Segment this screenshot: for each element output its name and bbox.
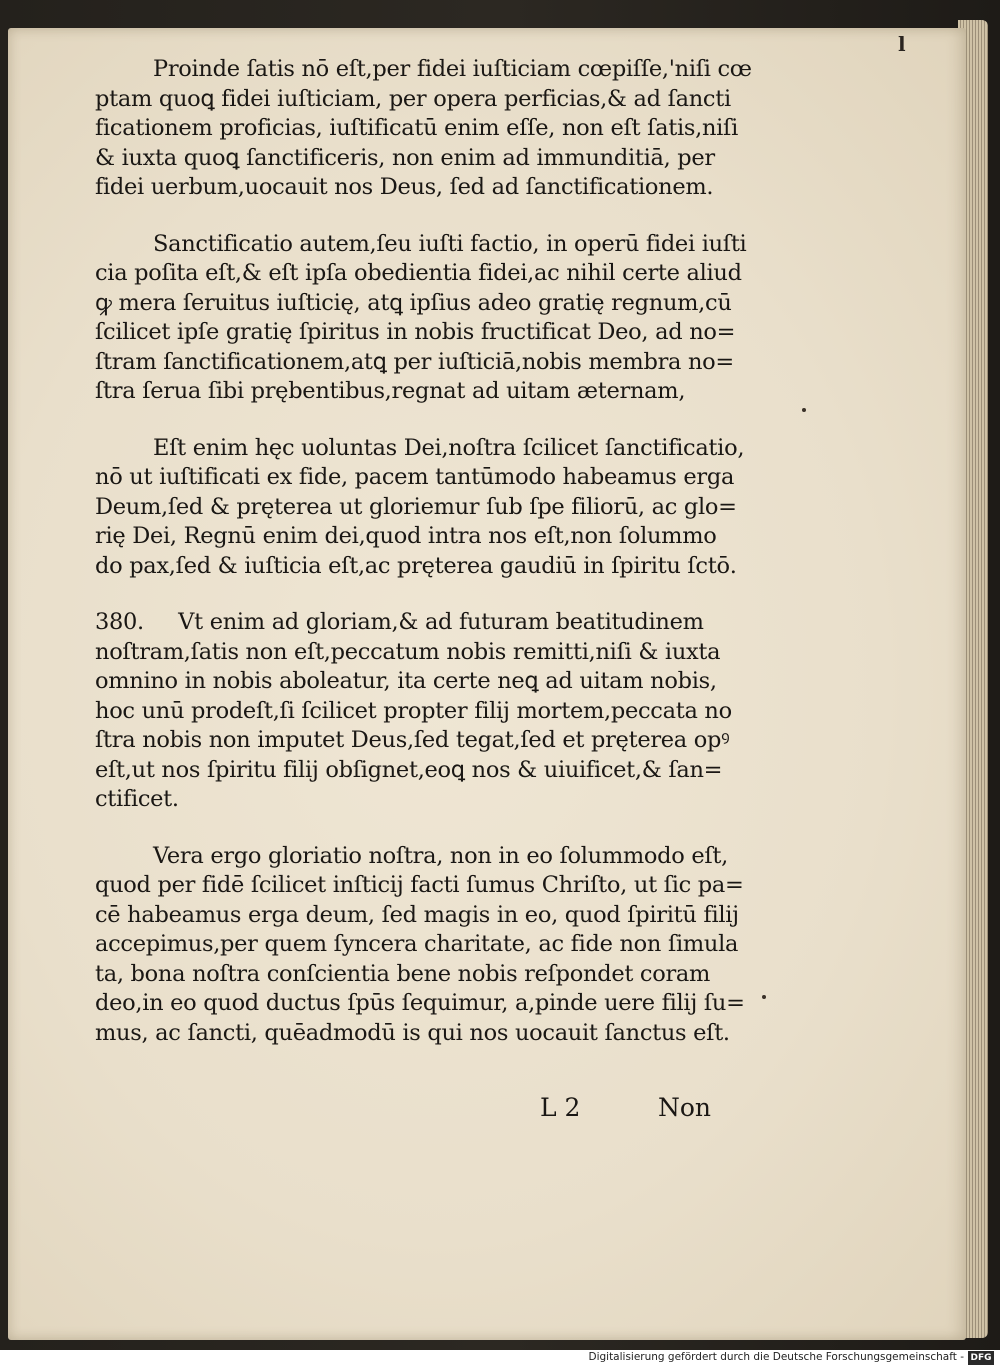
signature-mark: L 2 (540, 1093, 581, 1122)
text-line: cē habeamus erga deum, ſed magis in eo, quod ſpiritū filij (95, 901, 739, 928)
margin-dot (802, 408, 806, 412)
text-line: do pax,ſed & iuſticia eſt,ac pręterea gaudiū in ſpiritu ſctō. (95, 552, 737, 579)
text-line: & iuxta quoꝗ ſanctificeris, non enim ad immunditiā, per (95, 144, 715, 171)
text-line: 380. Vt enim ad gloriam,& ad futuram beatitudinem (95, 609, 704, 635)
text-line: Eſt enim hęc uoluntas Dei,noſtra ſcilicet ſanctificatio, (153, 434, 745, 461)
text-line: ſtra ſerua ſibi prębentibus,regnat ad uitam æternam, (95, 378, 686, 404)
text-line: ctificet. (95, 786, 179, 812)
text-line: fidei uerbum,uocauit nos Deus, ſed ad ſanctificationem. (95, 174, 714, 200)
text-line: omnino in nobis aboleatur, ita certe neꝗ ad uitam nobis, (95, 668, 717, 694)
text-line: noſtram,ſatis non eſt,peccatum nobis remitti,niſi & iuxta (95, 638, 721, 665)
text-line: accepimus,per quem ſyncera charitate, ac fide non ſimula (95, 931, 739, 957)
text-line: ta, bona noſtra conſcientia bene nobis reſpondet coram (95, 960, 711, 987)
main-text (95, 55, 752, 1048)
text-line: ſcilicet ipſe gratię ſpiritus in nobis fructificat Deo, ad no= (95, 319, 736, 345)
text-line: cia poſita eſt,& eſt ipſa obedientia fidei,ac nihil certe aliud (95, 260, 742, 286)
text-line: ſtram ſanctificationem,atꝗ per iuſticiā,nobis membra no= (95, 348, 734, 375)
catchword: Non (658, 1093, 712, 1122)
text-line: eſt,ut nos ſpiritu filij obſignet,eoꝗ nos & uiuificet,& ſan= (95, 756, 723, 783)
digitization-credit: Digitalisierung gefördert durch die Deutsche Forschungsgemeinschaft - (588, 1351, 964, 1363)
text-line: Deum,ſed & pręterea ut gloriemur ſub ſpe filiorū, ac glo= (95, 493, 737, 520)
paragraph-1 (95, 55, 752, 203)
margin-dot (762, 995, 766, 999)
text-line: ꝙ mera ſeruitus iuſticię, atꝗ ipſius adeo gratię regnum,cū (95, 289, 732, 316)
text-line: hoc unū prodeſt,ſi ſcilicet propter filij mortem,peccata no (95, 697, 732, 724)
paragraph-2 (95, 230, 747, 407)
text-line: Proinde ſatis nō eſt,per fidei iuſticiam cœpiſſe,'niſi cœ (153, 56, 752, 82)
paragraph-5 (95, 842, 745, 1049)
paragraph-3 (95, 434, 745, 582)
corner-mark: l (898, 32, 906, 56)
text-line: Vera ergo gloriatio noſtra, non in eo ſolummodo eſt, (153, 842, 728, 869)
text-line: ficationem proficias, iuſtificatū enim eſſe, non eſt ſatis,niſi (95, 115, 738, 141)
text-line: rię Dei, Regnū enim dei,quod intra nos eſt,non ſolummo (95, 523, 717, 549)
text-line: deo,in eo quod ductus ſpūs ſequimur, a,pinde uere filij ſu= (95, 990, 745, 1016)
text-line: mus, ac ſancti, quēadmodū is qui nos uocauit ſanctus eſt. (95, 1019, 730, 1046)
text-line: nō ut iuſtificati ex fide, pacem tantūmodo habeamus erga (95, 464, 735, 490)
text-line: quod per fidē ſcilicet inſticij facti ſumus Chriſto, ut ſic pa= (95, 872, 744, 898)
text-line: Sanctificatio autem,ſeu iuſti factio, in operū fidei iuſti (153, 230, 747, 257)
paragraph-4 (95, 608, 732, 815)
text-line: ptam quoꝗ fidei iuſticiam, per opera perficias,& ad ſancti (95, 85, 731, 112)
text-line: ſtra nobis non imputet Deus,ſed tegat,ſed et pręterea opꝰ (95, 727, 730, 753)
dfg-logo: DFG (968, 1351, 994, 1365)
